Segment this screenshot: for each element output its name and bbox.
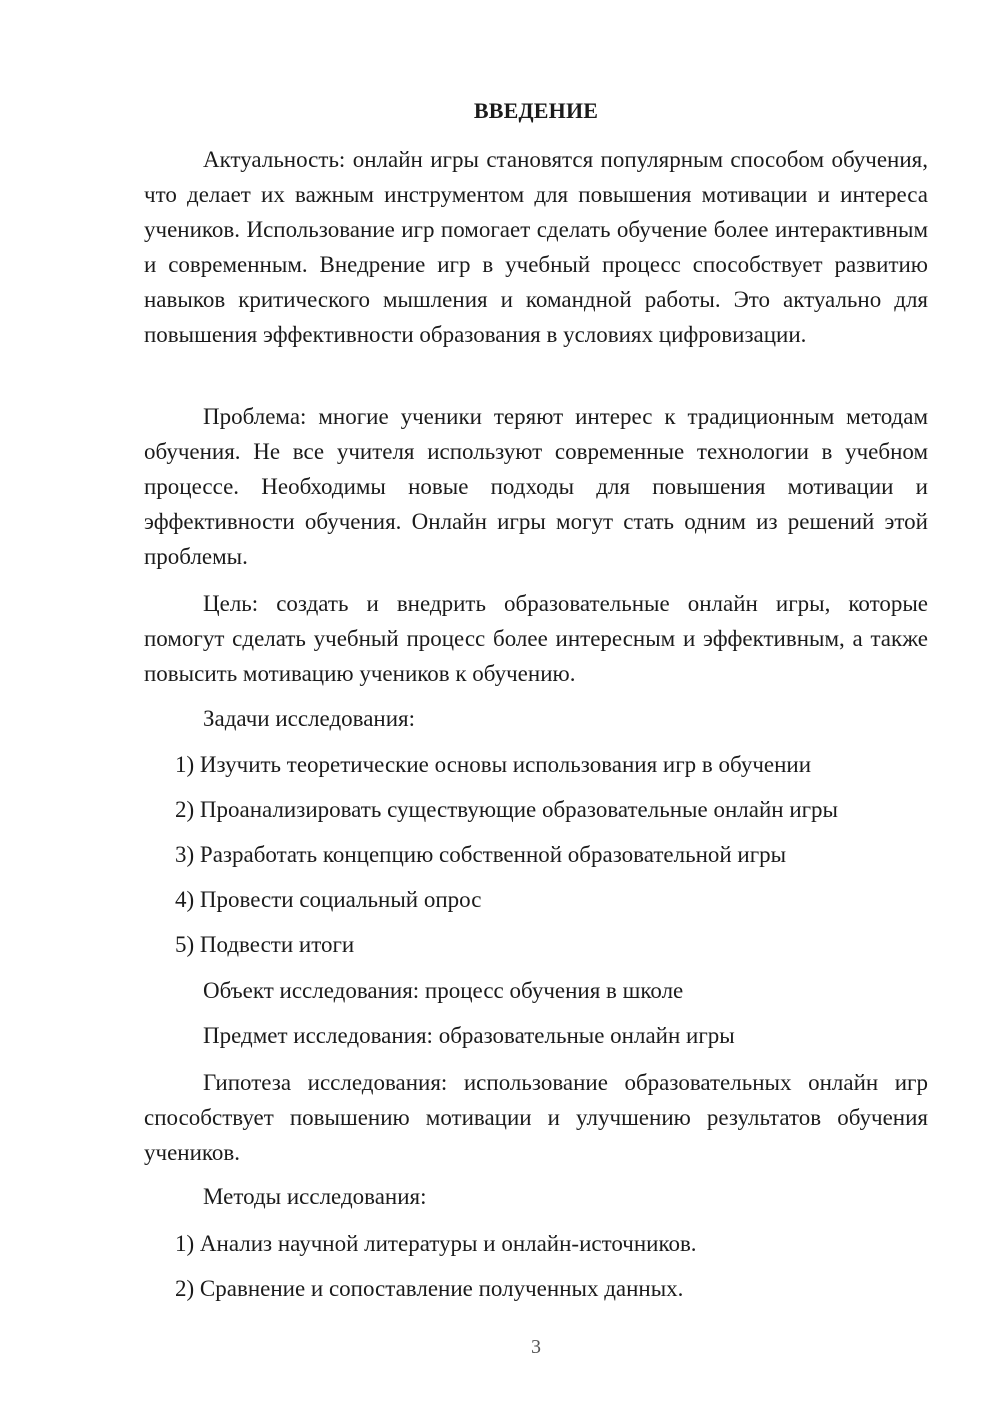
relevance-paragraph: Актуальность: онлайн игры становятся популярным способом обучения, что делает их важным инструментом для повышения мотивации и интереса учеников. Использование игр помогает сделать обучение более интерактивным и современным. Внедрение игр в учебный процесс способствует развитию навыков критического мышления и командной работы. Это актуально для повышения эффективности образования в условиях цифровизации. (144, 147, 928, 347)
list-item: 2) Сравнение и сопоставление полученных данных. (175, 1276, 684, 1301)
research-object: Объект исследования: процесс обучения в школе (203, 978, 684, 1003)
problem-paragraph: Проблема: многие ученики теряют интерес к традиционным методам обучения. Не все учителя используют современные технологии в учебном процессе. Необходимы новые подходы для повышения мотивации и эффективности обучения. Онлайн игры могут стать одним из решений этой проблемы. (144, 404, 928, 569)
list-item: 5) Подвести итоги (175, 932, 355, 957)
hypothesis-paragraph: Гипотеза исследования: использование образовательных онлайн игр способствует повышению мотивации и улучшению результатов обучения учеников. (144, 1070, 928, 1165)
list-item: 1) Изучить теоретические основы использования игр в обучении (175, 752, 812, 777)
list-item: 3) Разработать концепцию собственной образовательной игры (175, 842, 787, 867)
list-item: 4) Провести социальный опрос (175, 887, 482, 912)
goal-paragraph: Цель: создать и внедрить образовательные онлайн игры, которые помогут сделать учебный процесс более интересным и эффективным, а также повысить мотивацию учеников к обучению. (144, 591, 928, 686)
research-subject: Предмет исследования: образовательные онлайн игры (203, 1023, 735, 1048)
methods-heading: Методы исследования: (203, 1184, 427, 1209)
list-item: 1) Анализ научной литературы и онлайн-источников. (175, 1231, 697, 1256)
page-title: ВВЕДЕНИЕ (473, 98, 599, 123)
tasks-heading: Задачи исследования: (203, 706, 416, 731)
list-item: 2) Проанализировать существующие образовательные онлайн игры (175, 797, 839, 822)
page-number: 3 (531, 1336, 541, 1358)
